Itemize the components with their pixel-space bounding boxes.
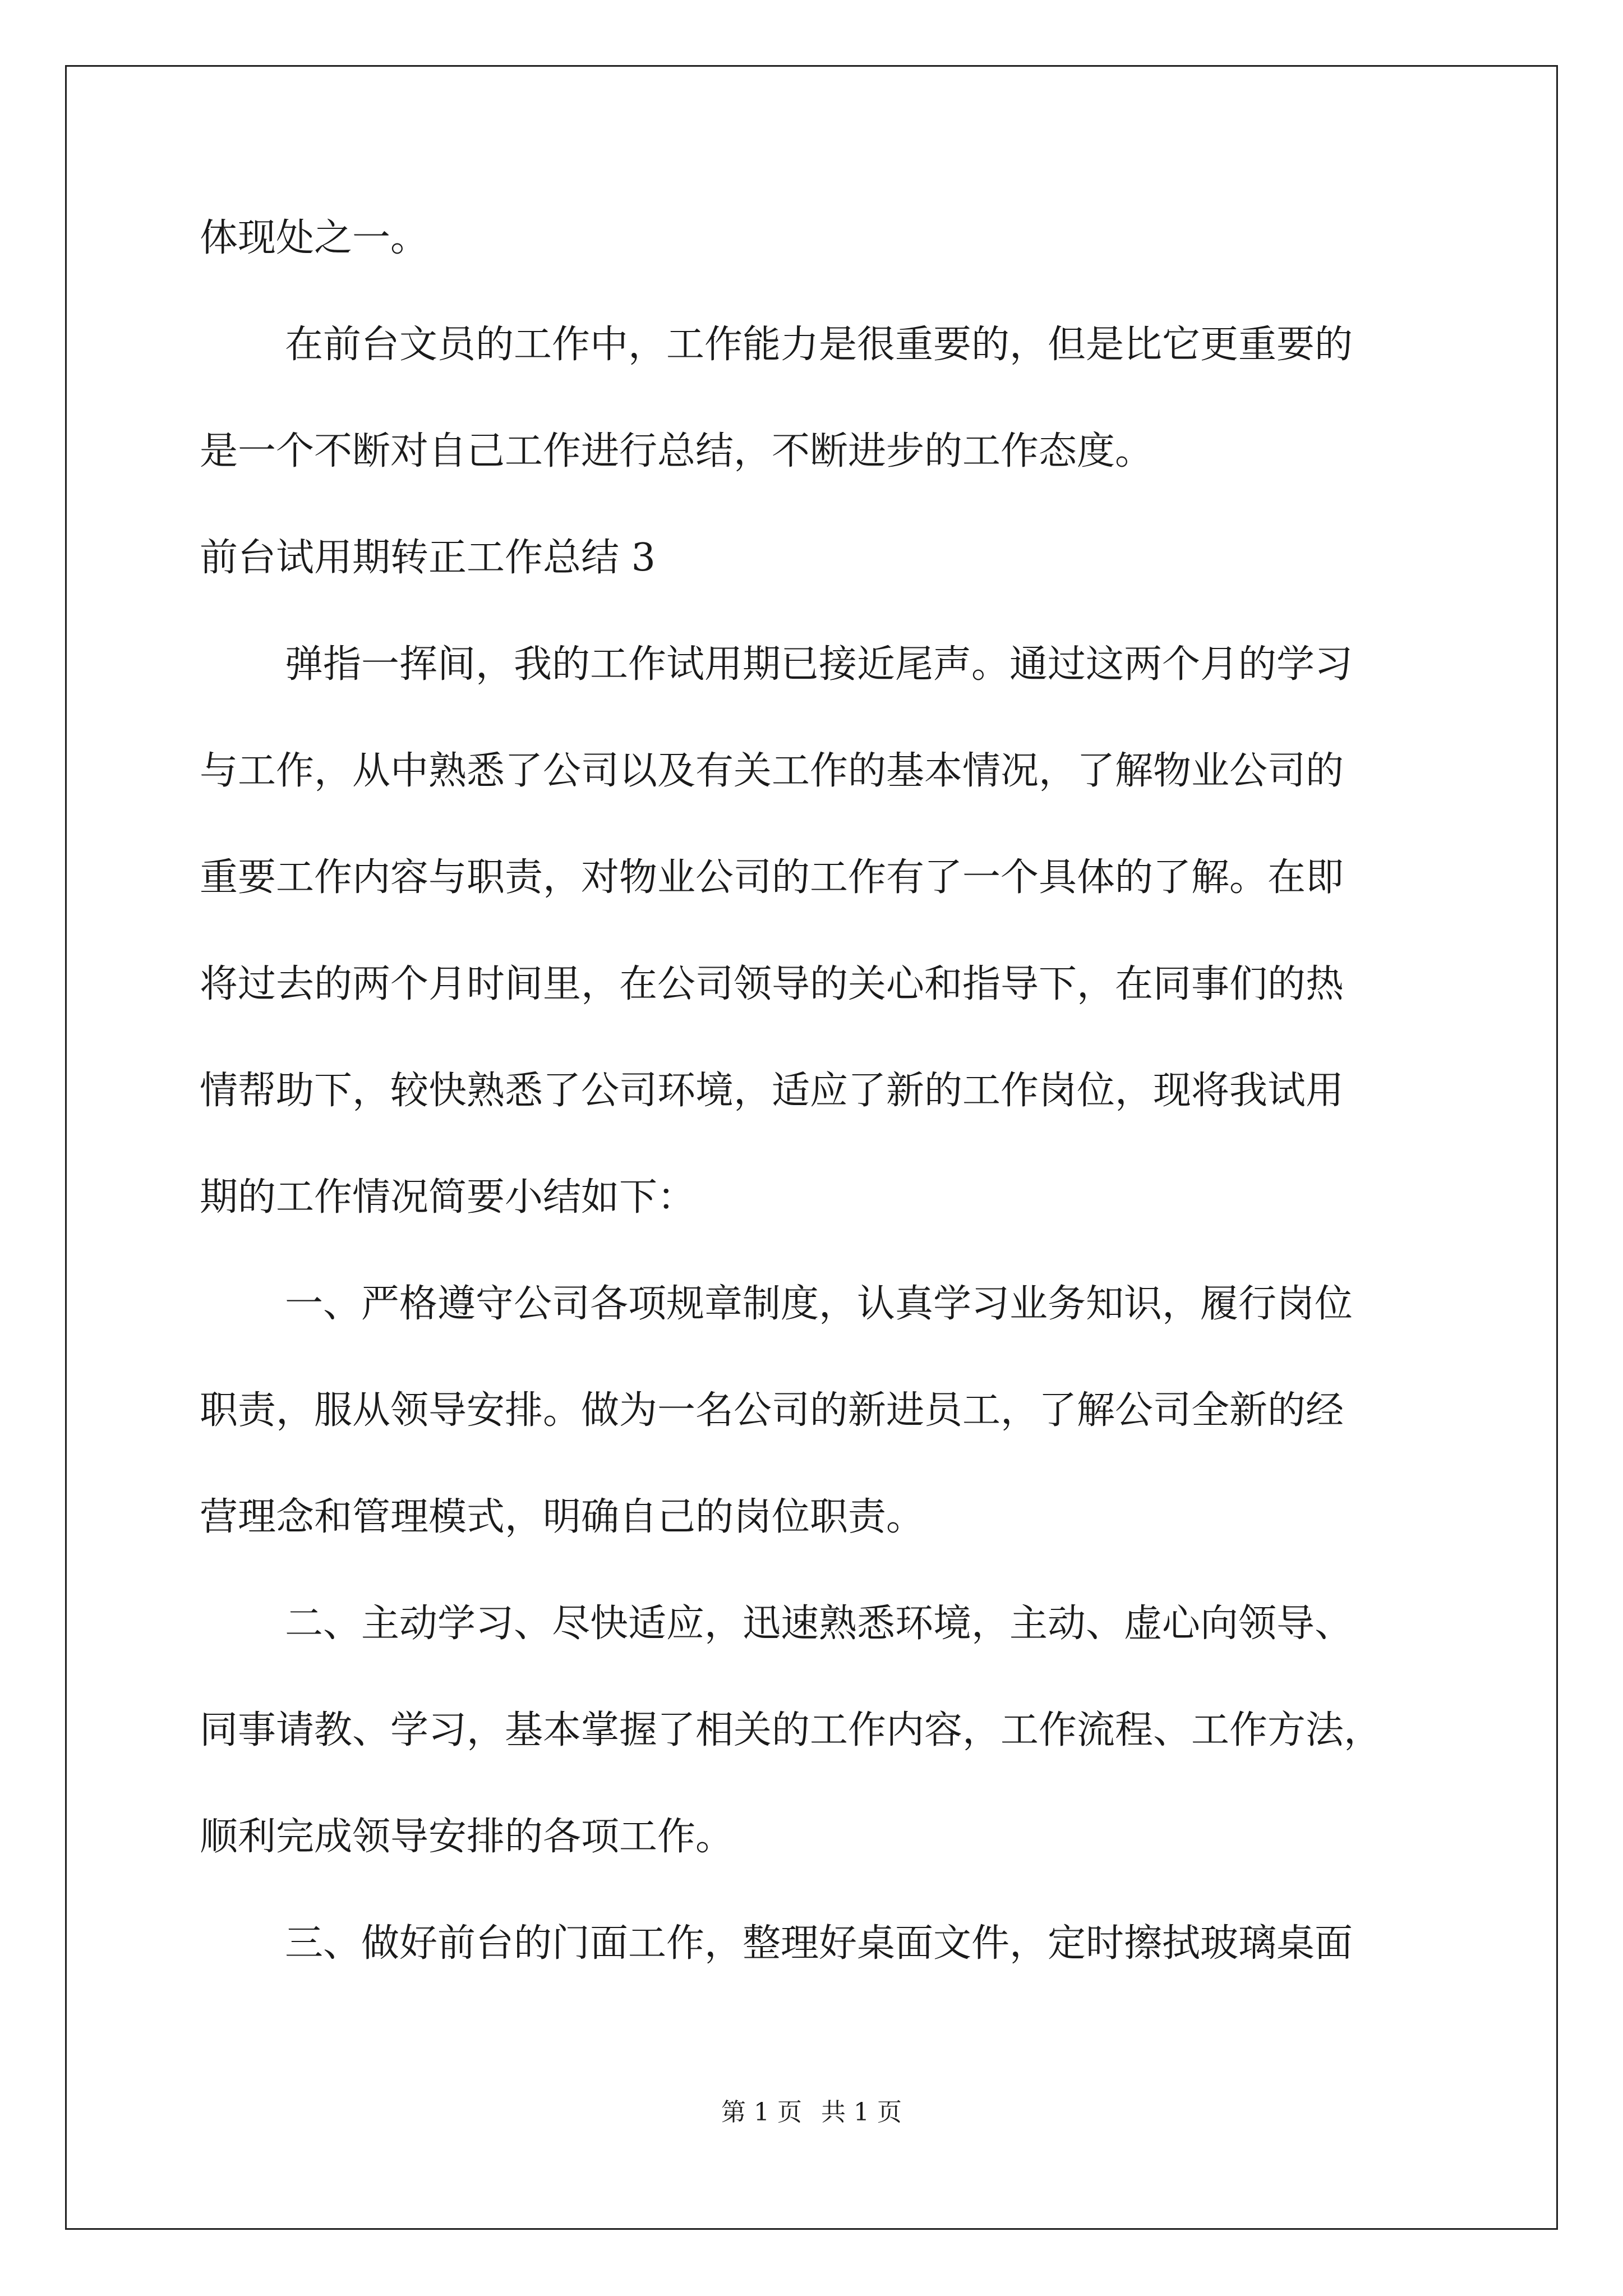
text-line: 顺利完成领导安排的各项工作。 (200, 1815, 734, 1859)
paragraph-start: 三、做好前台的门面工作，整理好桌面文件，定时擦拭玻璃桌面 (285, 1921, 1353, 1966)
text-line: 与工作，从中熟悉了公司以及有关工作的基本情况，了解物业公司的 (200, 749, 1344, 793)
text-line: 期的工作情况简要小结如下： (200, 1175, 696, 1220)
page-number-total: 共 1 页 (821, 2098, 902, 2127)
paragraph-start: 一、严格遵守公司各项规章制度，认真学习业务知识，履行岗位 (285, 1282, 1353, 1326)
text-line: 体现处之一。 (200, 216, 429, 260)
text-line: 情帮助下，较快熟悉了公司环境，适应了新的工作岗位，现将我试用 (200, 1069, 1344, 1113)
paragraph-start: 在前台文员的工作中，工作能力是很重要的，但是比它更重要的 (285, 323, 1353, 367)
text-line: 同事请教、学习，基本掌握了相关的工作内容，工作流程、工作方法， (200, 1708, 1382, 1752)
paragraph-start: 二、主动学习、尽快适应，迅速熟悉环境，主动、虚心向领导、 (285, 1602, 1353, 1646)
page-footer (0, 2096, 1623, 2129)
section-heading: 前台试用期转正工作总结 3 (200, 536, 656, 580)
text-line: 将过去的两个月时间里，在公司领导的关心和指导下，在同事们的热 (200, 962, 1344, 1006)
page-number-current: 第 1 页 (721, 2098, 802, 2127)
text-line: 重要工作内容与职责，对物业公司的工作有了一个具体的了解。在即 (200, 855, 1344, 900)
text-line: 职责，服从领导安排。做为一名公司的新进员工，了解公司全新的经 (200, 1388, 1344, 1433)
paragraph-start: 弹指一挥间，我的工作试用期已接近尾声。通过这两个月的学习 (285, 642, 1353, 687)
text-line: 是一个不断对自己工作进行总结，不断进步的工作态度。 (200, 429, 1154, 473)
page-border (65, 65, 1558, 2230)
text-line: 营理念和管理模式，明确自己的岗位职责。 (200, 1495, 925, 1539)
